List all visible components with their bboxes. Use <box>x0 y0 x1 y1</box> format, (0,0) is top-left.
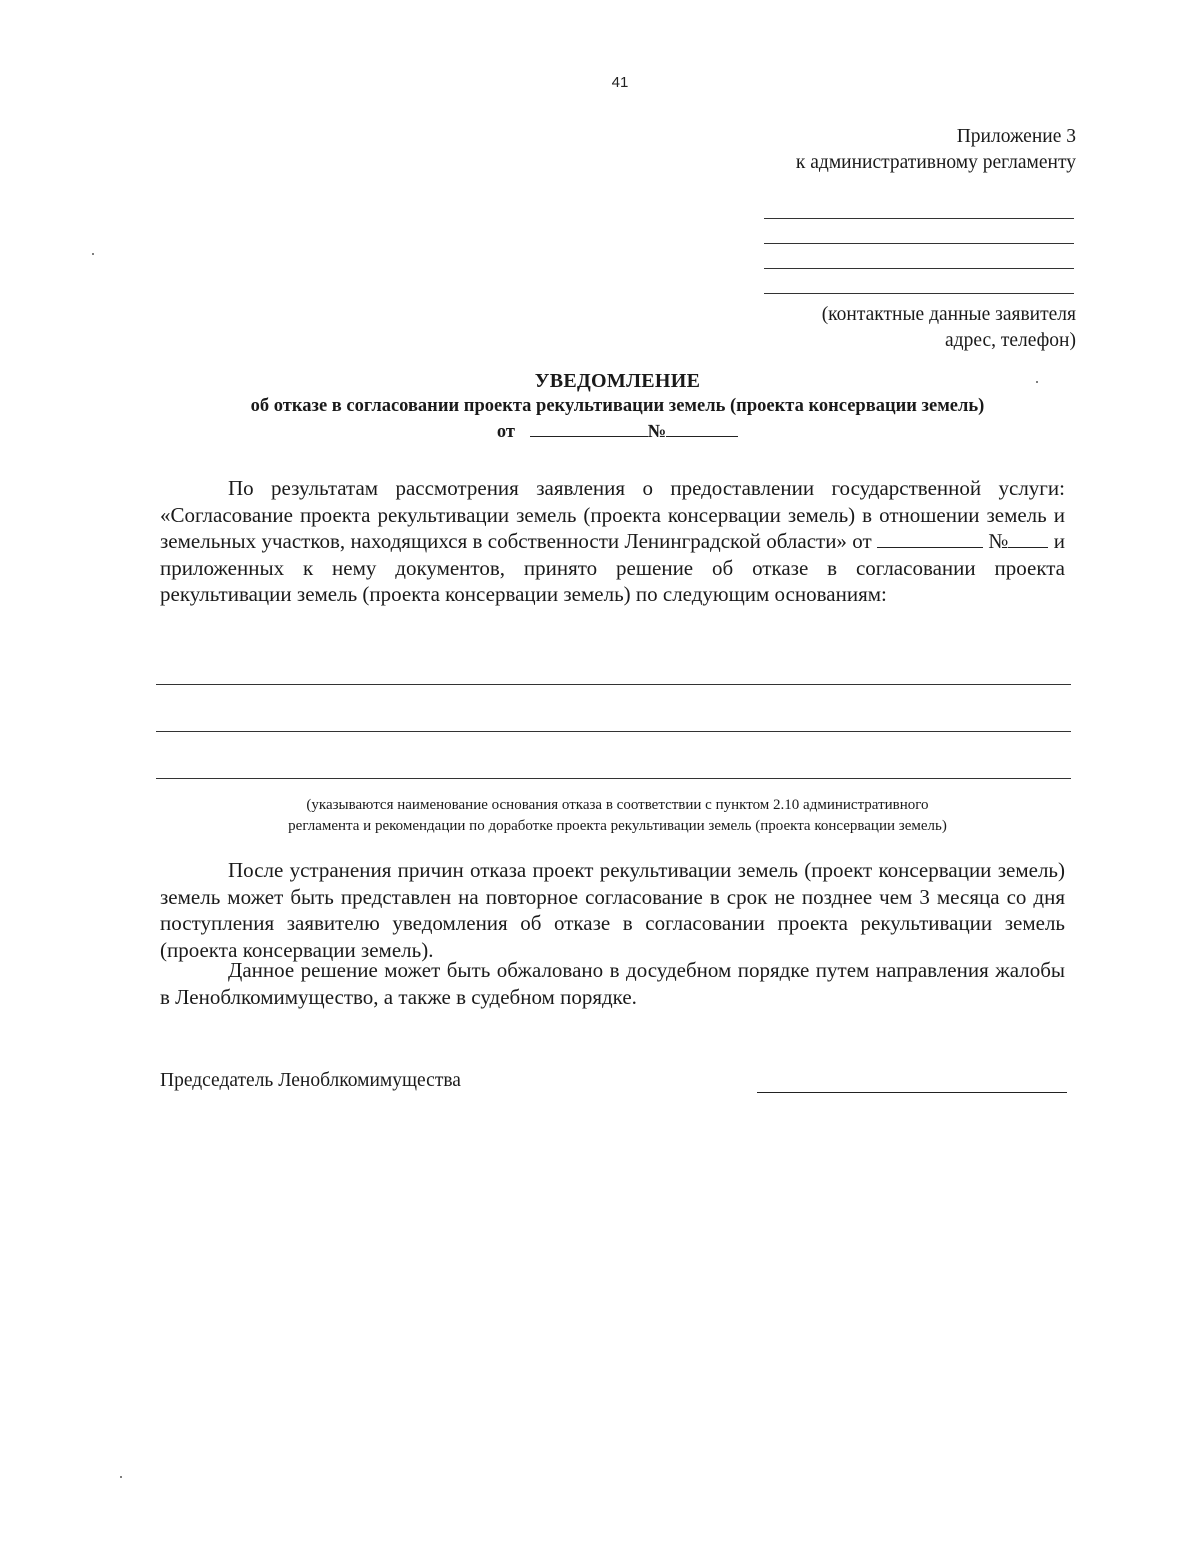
contact-caption-line2: адрес, телефон) <box>945 330 1076 351</box>
signature-label: Председатель Леноблкомимущества <box>160 1070 461 1091</box>
appendix-header <box>796 124 1076 176</box>
contact-blank-line <box>764 218 1074 219</box>
contact-blank-line <box>764 268 1074 269</box>
application-number-label: № <box>988 529 1009 553</box>
paragraph-results-part2: и приложенных к нему документов, принято решение об отказе в согласовании проекта рекультивации земель (проекта консервации земель) по следующим основаниям: <box>160 529 1066 606</box>
scan-speck <box>1036 381 1038 383</box>
paragraph-resubmission: После устранения причин отказа проект рекультивации земель (проект консервации земель) земель может быть представлен на повторное согласование в срок не позднее чем 3 месяца со дня поступления заявителю уведомления об отказе в согласовании проекта рекультивации земель (проекта консервации земель). <box>160 858 1065 962</box>
application-number-blank <box>1008 531 1048 548</box>
notice-date-number <box>150 419 1085 445</box>
number-label: № <box>647 422 667 442</box>
reason-caption <box>150 795 1085 837</box>
scan-speck <box>120 1476 122 1478</box>
notice-title-block <box>150 368 1085 445</box>
reason-caption-line1: (указываются наименование основания отказа в соответствии с пунктом 2.10 административного <box>306 797 929 813</box>
paragraph-results-part1: По результатам рассмотрения заявления о предоставлении государственной услуги: «Согласование проекта рекультивации земель (проекта консервации земель) в отношении земель и земельных участков, находящихся в собственности Ленинградской области» от <box>160 476 1065 553</box>
reason-blank-line <box>156 684 1071 685</box>
reason-blank-line <box>156 731 1071 732</box>
date-blank <box>530 420 648 437</box>
contact-caption <box>822 302 1076 354</box>
appendix-reference: к административному регламенту <box>795 152 1076 173</box>
contact-caption-line1: (контактные данные заявителя <box>821 304 1076 325</box>
notice-title: УВЕДОМЛЕНИЕ <box>534 370 701 392</box>
number-blank <box>666 420 738 437</box>
application-date-blank <box>877 531 983 548</box>
signature-line <box>757 1092 1067 1093</box>
contact-blank-line <box>764 293 1074 294</box>
notice-subtitle: об отказе в согласовании проекта рекультивации земель (проекта консервации земель) <box>250 396 985 416</box>
paragraph-results <box>160 475 1065 608</box>
reason-caption-line2: регламента и рекомендации по доработке проекта рекультивации земель (проекта консервации земель) <box>288 818 947 834</box>
paragraph-appeal: Данное решение может быть обжаловано в досудебном порядке путем направления жалобы в Леноблкомимущество, а также в судебном порядке. <box>160 958 1065 1009</box>
from-label: от <box>496 422 515 442</box>
reason-blank-line <box>156 778 1071 779</box>
contact-blank-line <box>764 243 1074 244</box>
scan-speck <box>92 253 94 255</box>
page-number: 41 <box>611 74 629 91</box>
appendix-label: Приложение 3 <box>956 126 1076 147</box>
